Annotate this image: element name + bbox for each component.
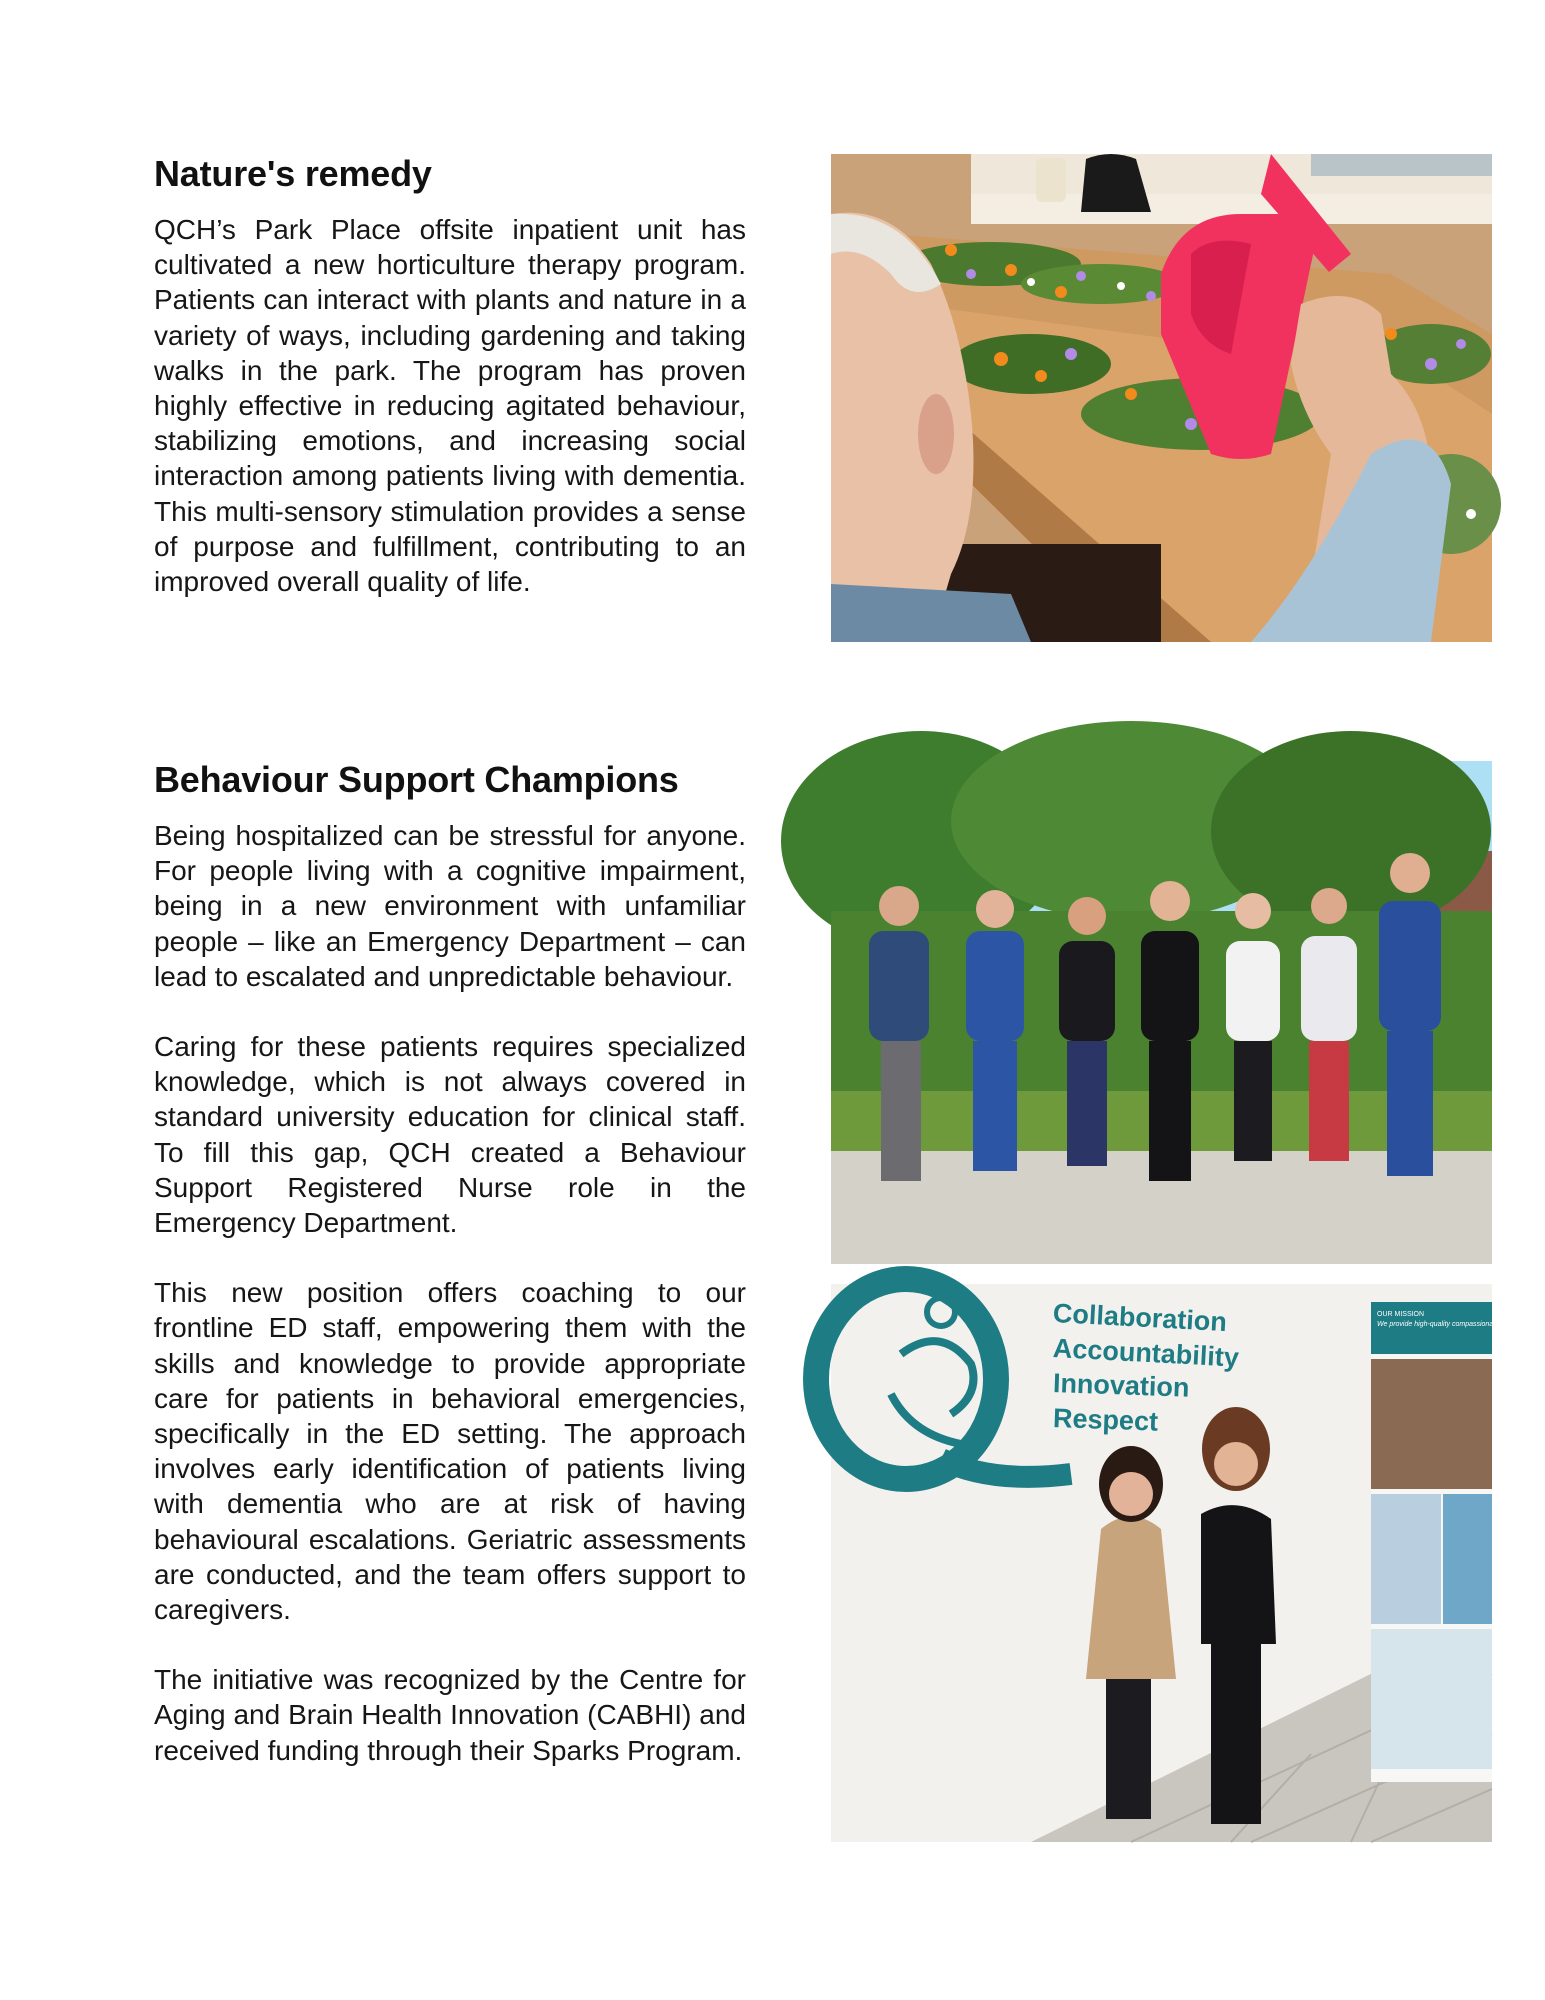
section-natures-remedy [154, 152, 746, 599]
heading-behaviour-support: Behaviour Support Champions [154, 759, 679, 800]
paragraph-new-position: This new position offers coaching to our frontline ED staff, empowering them with the skills and knowledge to provide appropriate care for patients in behavioral emergencies, specifically in the ED setting. The approach involves early identification of patients living with dementia who are at risk of having behavioural escalations. Geriatric assessments are conducted, and the team offers support to caregivers. [154, 1277, 746, 1626]
section-behaviour-support [154, 758, 746, 1768]
paragraph-initiative: The initiative was recognized by the Centre for Aging and Brain Health Innovation (CABHI) and received funding through their Sparks Program. [154, 1664, 746, 1766]
values-list [1053, 1296, 1239, 1436]
value-innovation: Innovation [1052, 1368, 1190, 1403]
value-collaboration: Collaboration [1052, 1298, 1228, 1338]
paragraph-hospitalized: Being hospitalized can be stressful for anyone. For people living with a cognitive impairment, being in a new environment with unfamiliar people – like an Emergency Department – can lead to escalated and unpredictable behaviour. [154, 820, 746, 992]
photo-values-wall [831, 1284, 1545, 1842]
mission-panel [1377, 1310, 1545, 1330]
value-accountability: Accountability [1052, 1333, 1240, 1373]
photo-horticulture-watering [831, 154, 1492, 642]
mission-label: OUR MISSION [1377, 1311, 1425, 1318]
paragraph-natures-remedy: QCH’s Park Place offsite inpatient unit has cultivated a new horticulture therapy program. Patients can interact with plants and nature in a variety of ways, including gardening and taking walks in the park. The program has proven highly effective in reducing agitated behaviour, stabilizing emotions, and increasing social interaction among patients living with dementia. This multi-sensory stimulation provides a sense of purpose and fulfillment, contributing to an improved overall quality of life. [154, 214, 746, 598]
mission-text: We provide high-quality compassionate, and equitable [1377, 1321, 1545, 1328]
paragraph-caring: Caring for these patients requires specialized knowledge, which is not always covered in standard university education for clinical staff. To fill this gap, QCH created a Behaviour Support Registered Nurse role in the Emergency Department. [154, 1031, 746, 1239]
value-respect: Respect [1052, 1403, 1159, 1437]
photo-team-group [831, 761, 1492, 1264]
heading-natures-remedy: Nature's remedy [154, 153, 432, 194]
